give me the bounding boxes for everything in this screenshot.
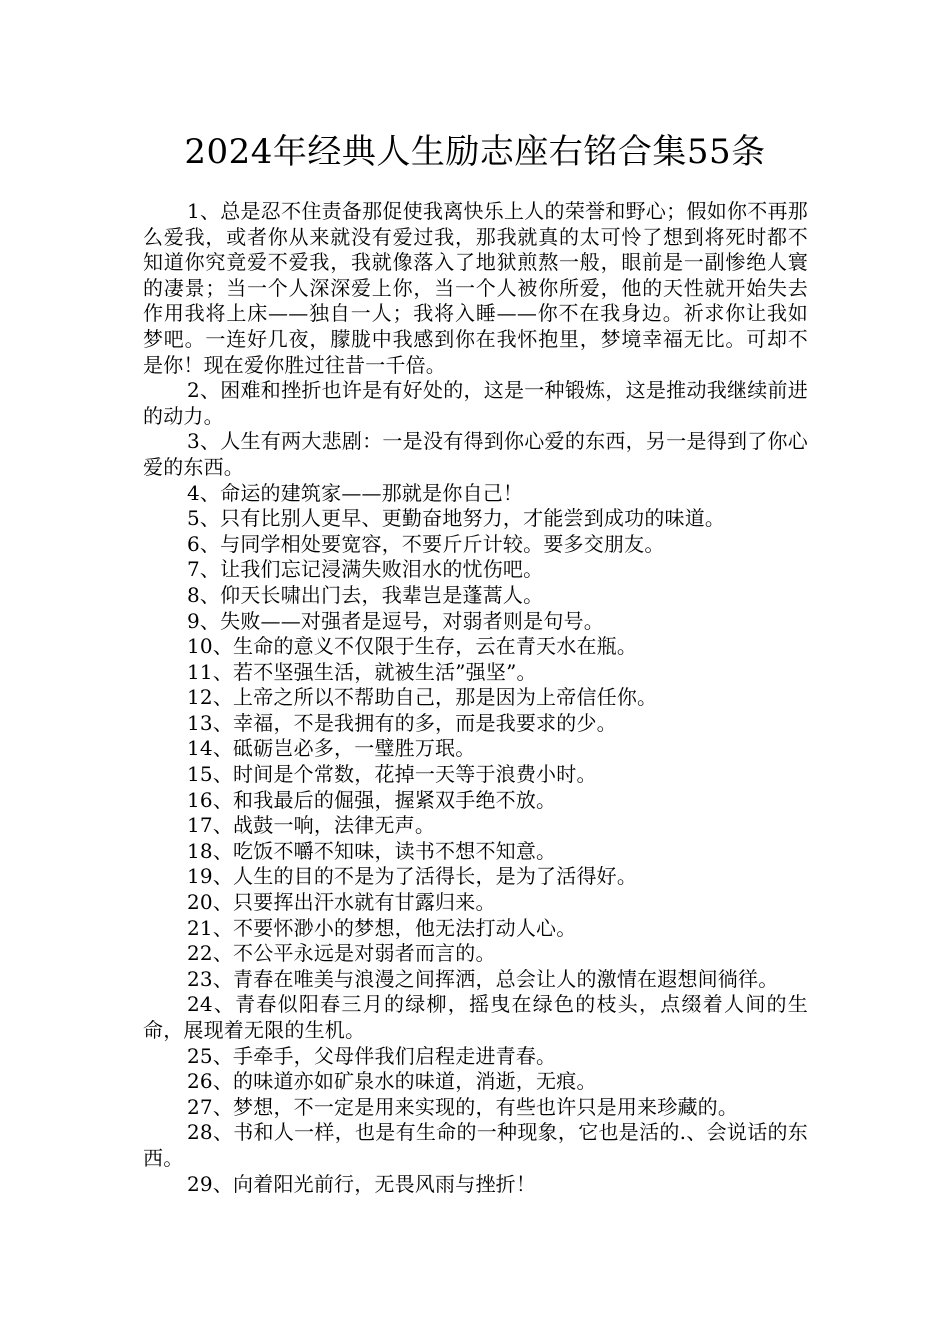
- paragraph-18: 18、吃饭不嚼不知味，读书不想不知意。: [187, 838, 557, 863]
- paragraph-17: 17、战鼓一响，法律无声。: [187, 813, 436, 838]
- paragraph-3: 3、人生有两大悲剧：一是没有得到你心爱的东西，另一是得到了你心爱的东西。: [143, 429, 808, 479]
- paragraph-27: 27、梦想，不一定是用来实现的，有些也许只是用来珍藏的。: [187, 1094, 739, 1119]
- paragraph-28: 28、书和人一样，也是有生命的一种现象，它也是活的.、会说话的东西。: [143, 1120, 808, 1170]
- paragraph-22: 22、不公平永远是对弱者而言的。: [187, 941, 496, 966]
- document-title: 2024年经典人生励志座右铭合集55条: [184, 132, 766, 172]
- paragraph-13: 13、幸福，不是我拥有的多，而是我要求的少。: [187, 710, 617, 735]
- paragraph-14: 14、砥砺岂必多，一璧胜万珉。: [187, 736, 476, 761]
- paragraph-29: 29、向着阳光前行，无畏风雨与挫折！: [187, 1171, 537, 1196]
- paragraph-2: 2、困难和挫折也许是有好处的，这是一种锻炼，这是推动我继续前进的动力。: [143, 378, 808, 428]
- paragraph-23: 23、青春在唯美与浪漫之间挥洒，总会让人的激情在遐想间徜徉。: [187, 966, 779, 991]
- paragraph-15: 15、时间是个常数，花掉一天等于浪费小时。: [187, 762, 597, 787]
- paragraph-26: 26、的味道亦如矿泉水的味道，消逝，无痕。: [187, 1069, 597, 1094]
- paragraph-16: 16、和我最后的倔强，握紧双手绝不放。: [187, 787, 557, 812]
- paragraph-24: 24、青春似阳春三月的绿柳，摇曳在绿色的枝头，点缀着人间的生命，展现着无限的生机。: [143, 992, 808, 1042]
- paragraph-5: 5、只有比别人更早、更勤奋地努力，才能尝到成功的味道。: [187, 506, 726, 531]
- paragraph-1: 1、总是忍不住责备那促使我离快乐上人的荣誉和野心；假如你不再那么爱我，或者你从来就没有爱过我，那我就真的太可怜了想到将死时都不知道你究竟爱不爱我，我就像落入了地狱煎熬一般，眼前是一副惨绝人寰的凄景；当一个人深深爱上你，当一个人被你所爱，他的天性就开始失去作用我将上床——独自一人；我将入睡——你不在我身边。祈求你让我如梦吧。一连好几夜，朦胧中我感到你在我怀抱里，梦境幸福无比。可却不是你！现在爱你胜过往昔一千倍。: [143, 199, 808, 377]
- paragraph-11: 11、若不坚强生活，就被生活”强坚”。: [187, 659, 537, 684]
- paragraph-25: 25、手牵手，父母伴我们启程走进青春。: [187, 1043, 557, 1068]
- document-body: [143, 199, 808, 1197]
- paragraph-6: 6、与同学相处要宽容，不要斤斤计较。要多交朋友。: [187, 531, 665, 556]
- paragraph-21: 21、不要怀渺小的梦想，他无法打动人心。: [187, 915, 577, 940]
- paragraph-9: 9、失败——对强者是逗号，对弱者则是句号。: [187, 608, 604, 633]
- paragraph-7: 7、让我们忘记浸满失败泪水的忧伤吧。: [187, 557, 544, 582]
- paragraph-19: 19、人生的目的不是为了活得长，是为了活得好。: [187, 864, 638, 889]
- paragraph-4: 4、命运的建筑家——那就是你自己！: [187, 480, 524, 505]
- paragraph-8: 8、仰天长啸出门去，我辈岂是蓬蒿人。: [187, 582, 544, 607]
- paragraph-10: 10、生命的意义不仅限于生存，云在青天水在瓶。: [187, 634, 638, 659]
- paragraph-20: 20、只要挥出汗水就有甘露归来。: [187, 890, 496, 915]
- paragraph-12: 12、上帝之所以不帮助自己，那是因为上帝信任你。: [187, 685, 658, 710]
